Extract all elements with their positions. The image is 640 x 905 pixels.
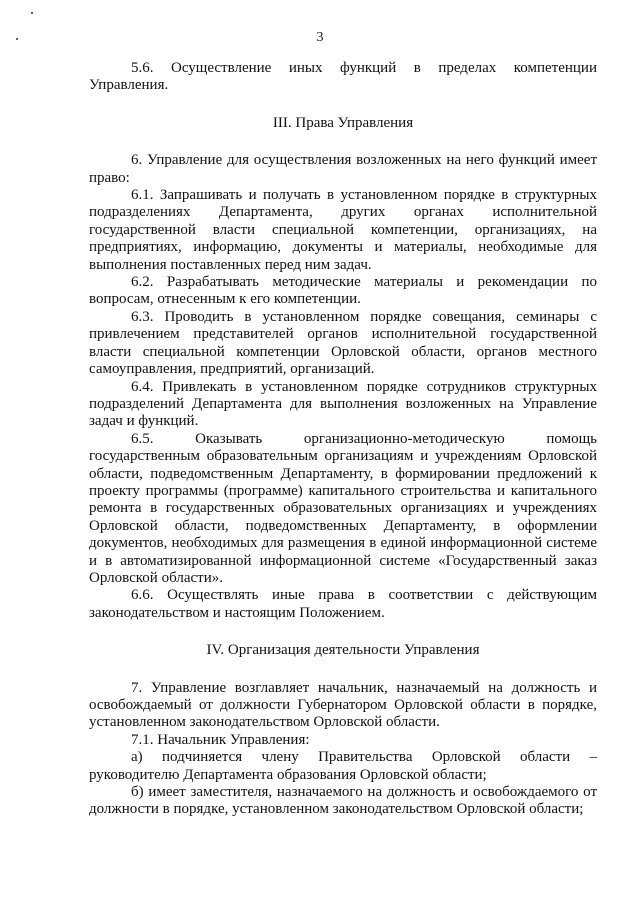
paragraph-5-6: 5.6. Осуществление иных функций в пределах компетенции Управления. xyxy=(89,60,597,94)
paragraph-7-1-b: б) имеет заместителя, назначаемого на должность и освобождаемого от должности в порядке, установленном законодательством Орловской области; xyxy=(89,784,597,818)
paragraph-6-2: 6.2. Разрабатывать методические материалы и рекомендации по вопросам, отнесенным к его компетенции. xyxy=(89,274,597,308)
paragraph-6-5: 6.5. Оказывать организационно-методическую помощь государственным образовательным организациям и учреждениям Орловской области, подведомственным Департаменту, в формировании предложений к проекту программы (программе) капитального строительства и капитального ремонта в государственных образовательных организациях и учреждениях Орловской области, подведомственных Департаменту, в оформлении документов, необходимых для размещения в единой информационной системе и в автоматизированной информационной системе «Государственный заказ Орловской области». xyxy=(89,430,597,586)
scan-speck xyxy=(31,12,33,14)
paragraph-6-3: 6.3. Проводить в установленном порядке совещания, семинары с привлечением представителей органов исполнительной государственной власти специальной компетенции Орловской области, органов местного самоуправления, предприятий, организаций. xyxy=(89,308,597,378)
section-heading-3: III. Права Управления xyxy=(272,114,414,131)
paragraph-7-1: 7.1. Начальник Управления: xyxy=(131,731,310,748)
paragraph-7-1-a: а) подчиняется члену Правительства Орловской области – руководителю Департамента образования Орловской области; xyxy=(89,749,597,783)
paragraph-6: 6. Управление для осуществления возложенных на него функций имеет право: xyxy=(89,152,597,186)
paragraph-6-1: 6.1. Запрашивать и получать в установленном порядке в структурных подразделениях Департамента, других органах исполнительной государственной власти специальной компетенции, организациях, на предприятиях, информацию, документы и материалы, необходимые для выполнения поставленных перед ним задач. xyxy=(89,187,597,273)
section-heading-4: IV. Организация деятельности Управления xyxy=(206,642,480,659)
paragraph-6-4: 6.4. Привлекать в установленном порядке сотрудников структурных подразделений Департамента для выполнения возложенных на Управление задач и функций. xyxy=(89,378,597,430)
paragraph-7: 7. Управление возглавляет начальник, назначаемый на должность и освобождаемый от должности Губернатором Орловской области в порядке, установленном законодательством Орловской области. xyxy=(89,679,597,731)
paragraph-6-6: 6.6. Осуществлять иные права в соответствии с действующим законодательством и настоящим Положением. xyxy=(89,587,597,621)
page-number: 3 xyxy=(316,30,324,45)
document-body xyxy=(89,60,597,819)
